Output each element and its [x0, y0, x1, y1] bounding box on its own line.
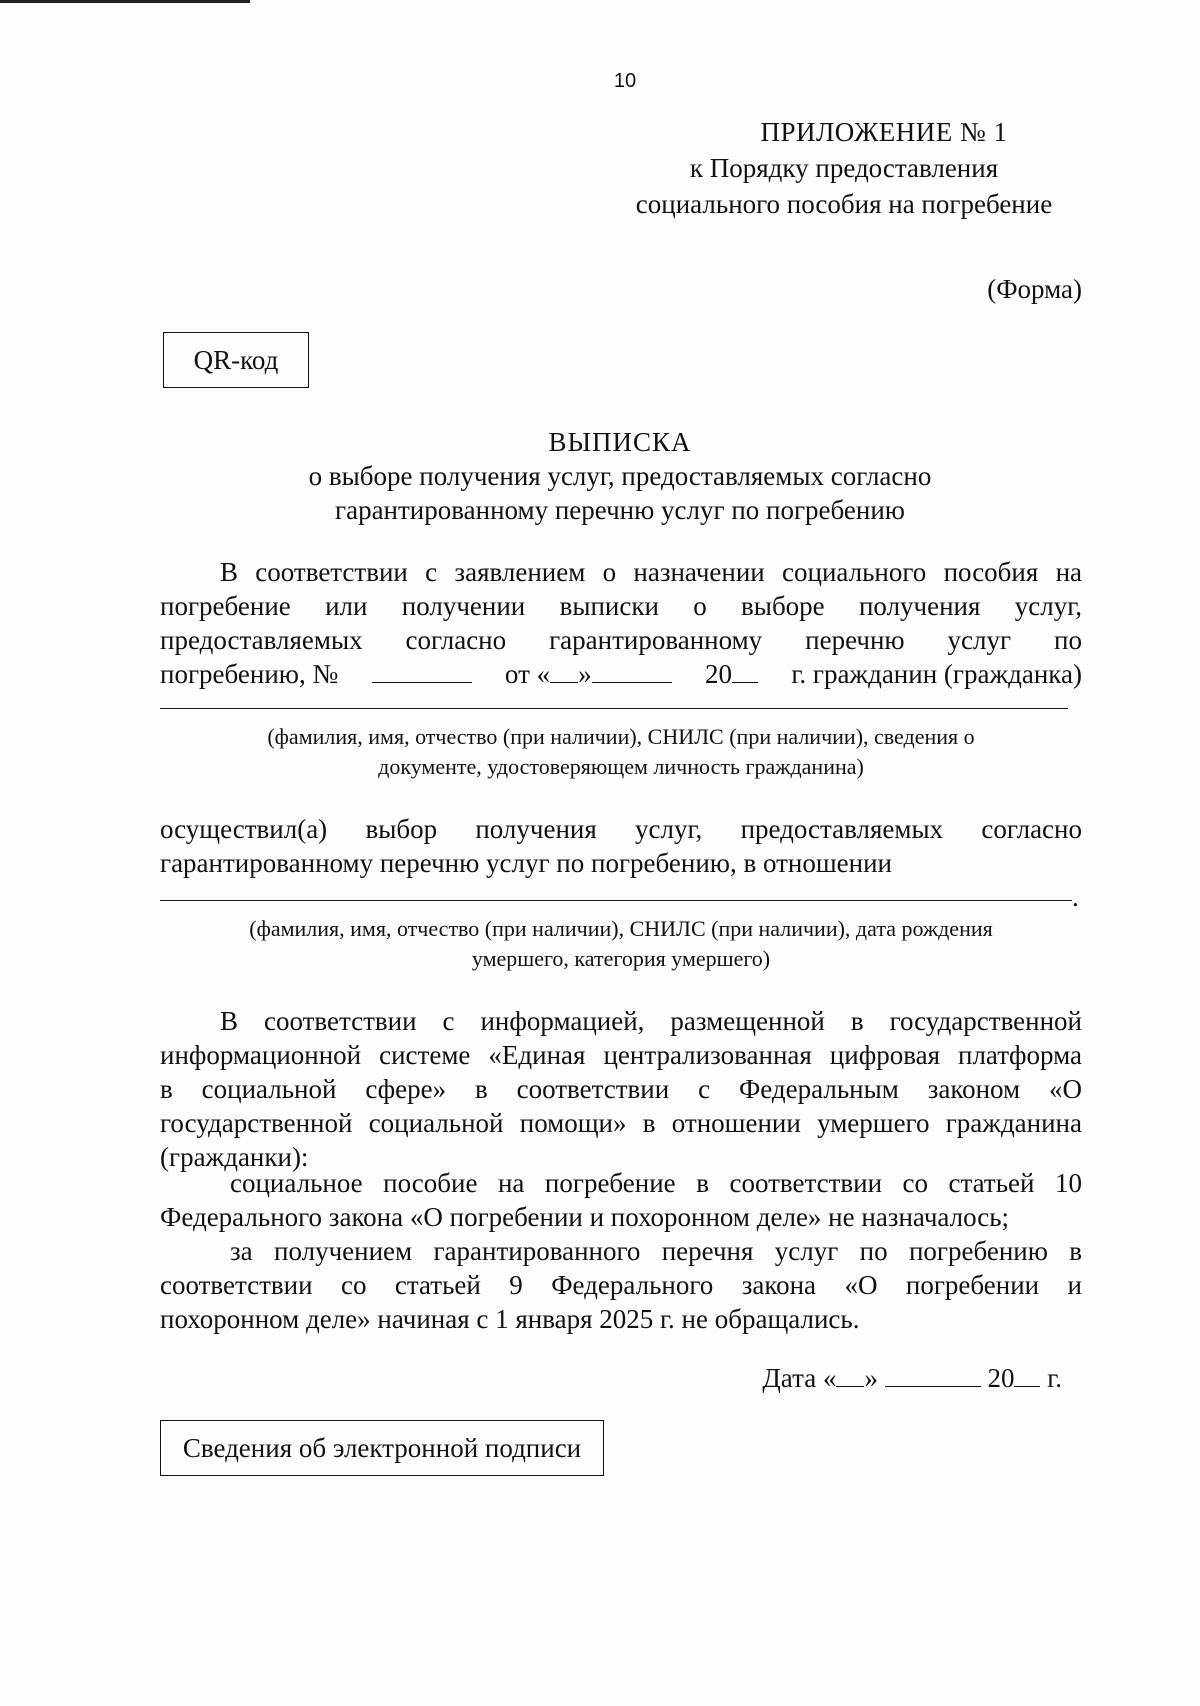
text-fragment: от «	[504, 659, 551, 689]
paragraph-choice	[160, 812, 1082, 880]
paragraph-guaranteed-list	[160, 1234, 1082, 1336]
paragraph-line: В соответствии с заявлением о назначении социального пособия на	[220, 557, 1082, 587]
paragraph-line-application-number	[160, 657, 1082, 691]
text-fragment: погребению, №	[160, 659, 339, 689]
paragraph-line: соответствии со статьей 9 Федерального закона «О погребении и	[160, 1270, 1082, 1300]
paragraph-line: социальное пособие на погребение в соответствии со статьей 10	[230, 1168, 1082, 1198]
title-sub-line2: гарантированному перечню услуг по погребению	[335, 495, 905, 525]
caption-citizen	[160, 722, 1082, 782]
paragraph-application	[160, 555, 1082, 691]
date-quote-close: »	[864, 1363, 878, 1393]
caption-line: (фамилия, имя, отчество (при наличии), СНИЛС (при наличии), сведения о	[267, 724, 975, 749]
paragraph-line: похоронном деле» начиная с 1 января 2025 г. не обращались.	[160, 1304, 860, 1334]
paragraph-line: предоставляемых согласно гарантированному перечню услуг по	[160, 625, 1082, 655]
electronic-signature-box: Сведения об электронной подписи	[160, 1420, 604, 1476]
date-suffix: г.	[1047, 1363, 1062, 1393]
page-number: 10	[613, 70, 637, 92]
form-label: (Форма)	[987, 274, 1082, 304]
deceased-info-line	[160, 900, 1072, 901]
date-year: 20	[987, 1363, 1015, 1393]
appendix-header	[604, 114, 1084, 222]
day-blank	[550, 658, 578, 683]
caption-line: документе, удостоверяющем личность гражданина)	[378, 754, 864, 779]
citizen-info-line	[160, 708, 1068, 709]
paragraph-line: осуществил(а) выбор получения услуг, предоставляемых согласно	[160, 814, 1082, 844]
application-number-blank	[372, 658, 472, 683]
paragraph-information	[160, 1004, 1082, 1174]
text-fragment: г. гражданин (гражданка)	[791, 659, 1082, 689]
paragraph-allowance	[160, 1166, 1082, 1234]
date-day-blank	[836, 1362, 864, 1387]
appendix-ref-line2: социального пособия на погребение	[635, 189, 1053, 219]
paragraph-line: государственной социальной помощи» в отношении умершего гражданина	[160, 1108, 1082, 1138]
paragraph-line: Федерального закона «О погребении и похоронном деле» не назначалось;	[160, 1202, 1010, 1232]
year-fragment	[705, 657, 758, 691]
date-year-blank	[1014, 1362, 1040, 1387]
month-blank	[592, 658, 672, 683]
document-title	[160, 425, 1080, 527]
date-fragment	[505, 657, 672, 691]
paragraph-line: погребение или получении выписки о выборе получения услуг,	[160, 591, 1082, 621]
year-blank	[732, 658, 758, 683]
caption-line: (фамилия, имя, отчество (при наличии), СНИЛС (при наличии), дата рождения	[249, 916, 993, 941]
date-prefix: Дата «	[762, 1363, 837, 1393]
line-end-period: .	[1072, 882, 1079, 912]
qr-code-box: QR-код	[163, 332, 309, 388]
paragraph-line: (гражданки):	[160, 1142, 309, 1172]
title-sub-line1: о выборе получения услуг, предоставляемых согласно	[308, 461, 932, 491]
caption-deceased	[160, 914, 1082, 974]
caption-line: умершего, категория умершего)	[471, 946, 771, 971]
date-line	[762, 1362, 1062, 1394]
paragraph-line: гарантированному перечню услуг по погребению, в отношении	[160, 848, 892, 878]
text-fragment: 20	[704, 659, 732, 689]
title-main: ВЫПИСКА	[548, 427, 692, 457]
appendix-ref-line1: к Порядку предоставления	[689, 153, 999, 183]
paragraph-line: за получением гарантированного перечня услуг по погребению в	[230, 1236, 1082, 1266]
paragraph-line: в социальной сфере» в соответствии с Федеральным законом «О	[160, 1074, 1082, 1104]
paragraph-line: информационной системе «Единая централизованная цифровая платформа	[160, 1040, 1082, 1070]
scan-edge-mark	[0, 0, 250, 3]
text-fragment: »	[578, 659, 592, 689]
paragraph-line: В соответствии с информацией, размещенной в государственной	[220, 1006, 1082, 1036]
date-month-blank	[885, 1362, 981, 1387]
appendix-number: ПРИЛОЖЕНИЕ № 1	[760, 117, 1008, 147]
